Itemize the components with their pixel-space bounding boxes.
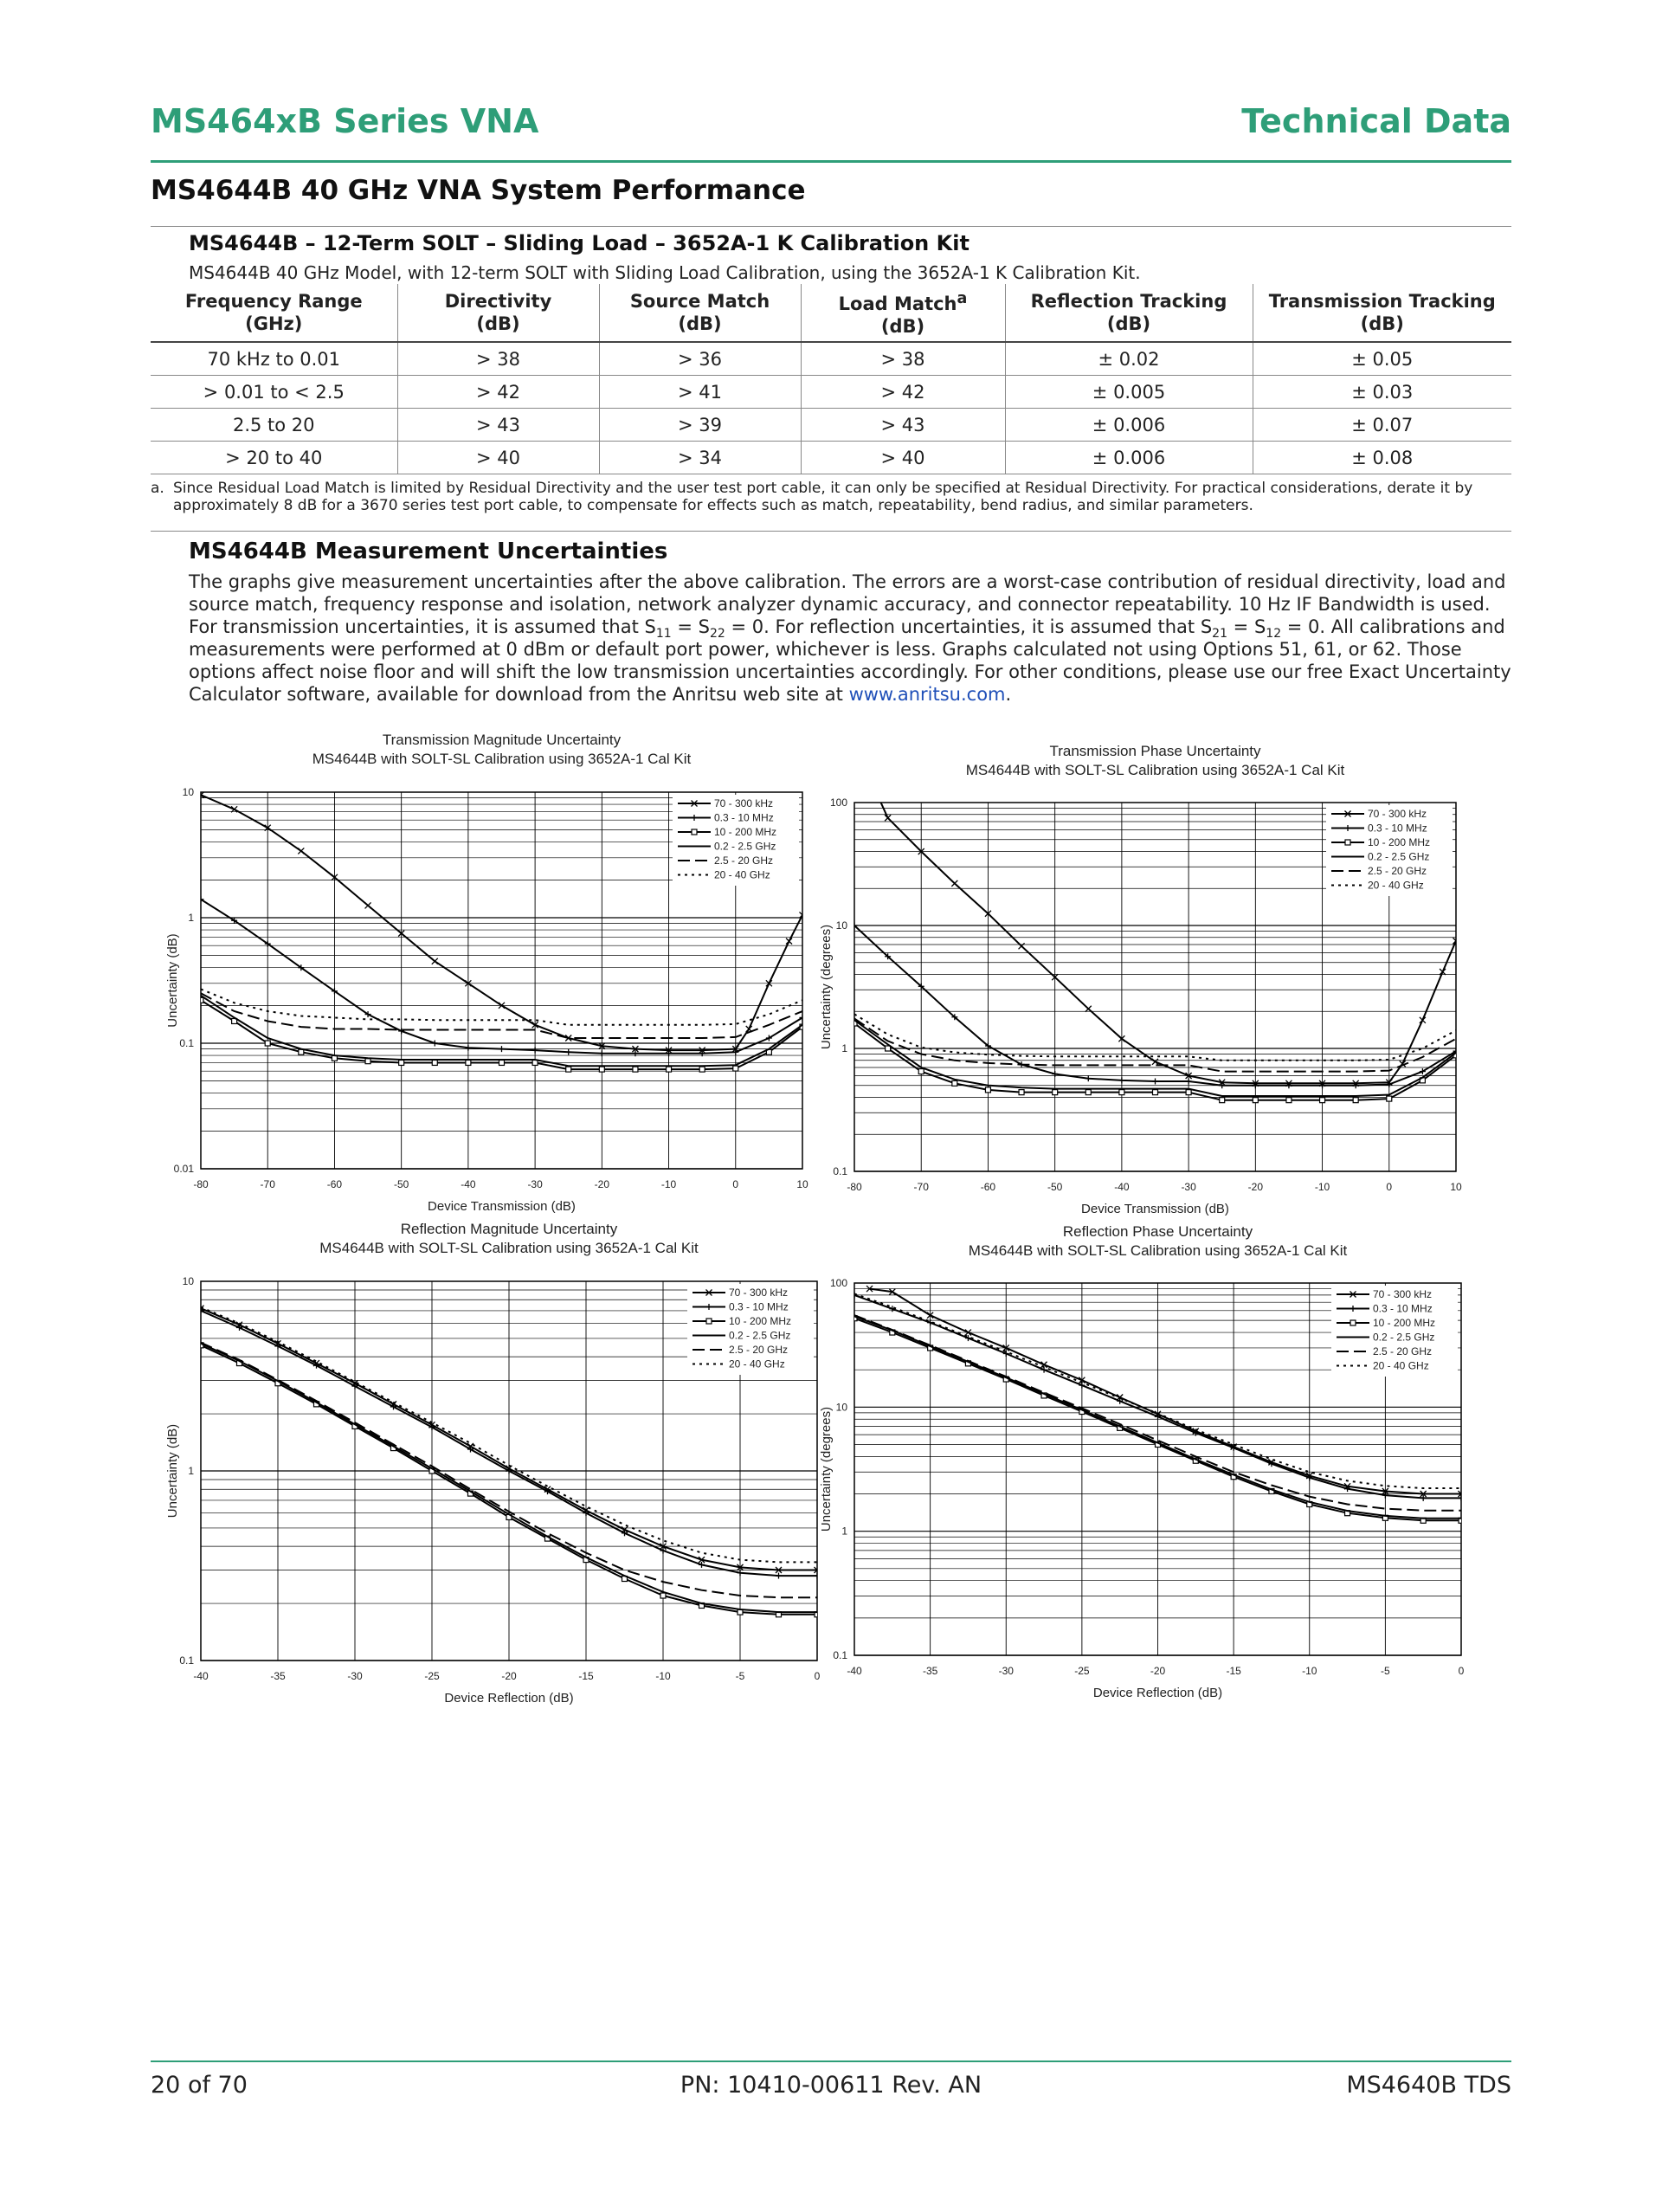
legend-label: 0.3 - 10 MHz: [1373, 1302, 1433, 1315]
table-cell: > 43: [397, 409, 599, 442]
x-tick-label: -60: [980, 1181, 996, 1193]
y-axis-label: Uncertainty (degrees): [819, 924, 834, 1050]
data-marker: [1350, 1320, 1356, 1325]
calibration-description: MS4644B 40 GHz Model, with 12-term SOLT with Sliding Load Calibration, using the 3652A-1 K Calibration Kit.: [189, 262, 1141, 283]
legend-label: 0.2 - 2.5 GHz: [1373, 1331, 1435, 1344]
legend-label: 2.5 - 20 GHz: [1368, 865, 1427, 877]
y-tick-label: 0.01: [173, 1163, 194, 1175]
legend-label: 2.5 - 20 GHz: [714, 854, 774, 867]
y-tick-label: 0.1: [833, 1165, 847, 1177]
chart-subtitle: MS4644B with SOLT-SL Calibration using 3652A-1 Cal Kit: [319, 1240, 699, 1256]
table-cell: > 0.01 to < 2.5: [151, 376, 397, 409]
legend-label: 2.5 - 20 GHz: [1373, 1345, 1433, 1358]
x-tick-label: -10: [660, 1178, 677, 1190]
table-cell: 2.5 to 20: [151, 409, 397, 442]
x-tick-label: -80: [847, 1181, 862, 1193]
legend-label: 2.5 - 20 GHz: [729, 1344, 789, 1356]
y-tick-label: 10: [835, 1401, 847, 1414]
legend-label: 10 - 200 MHz: [1373, 1317, 1436, 1329]
x-tick-label: 0: [1458, 1665, 1465, 1677]
table-cell: 70 kHz to 0.01: [151, 342, 397, 376]
chart-title: Transmission Phase Uncertainty: [1049, 743, 1261, 759]
x-axis-label: Device Reflection (dB): [444, 1691, 574, 1706]
y-tick-label: 100: [829, 1277, 847, 1289]
legend-label: 70 - 300 kHz: [714, 797, 774, 809]
table-cell: ± 0.07: [1253, 409, 1511, 442]
y-tick-label: 1: [188, 1465, 194, 1477]
x-tick-label: -30: [1181, 1181, 1196, 1193]
chart-title: Transmission Magnitude Uncertainty: [382, 732, 622, 748]
table-cell: > 20 to 40: [151, 442, 397, 474]
x-tick-label: -40: [461, 1178, 476, 1190]
table-cell: > 38: [397, 342, 599, 376]
x-tick-label: -5: [1381, 1665, 1390, 1677]
table-cell: > 36: [599, 342, 801, 376]
table-cell: ± 0.006: [1005, 442, 1253, 474]
uncertainties-paragraph: The graphs give measurement uncertainties after the above calibration. The errors are a worst-case contribution of residual directivity, load and source match, frequency response and isolation, network analyzer dynamic accuracy, and connector repeatability. 10 Hz IF Bandwidth is used. For transmission uncertainties, it is assumed that $S_{11} = S_{22} = 0$. For reflection uncertainties, it is assumed that $S_{21} = S_{12} = 0$. All calibrations and measurements were performed at 0 dBm or default port power, whichever is less. Graphs calculated not using Options 51, 61, or 62. Those options affect noise floor and will shift the low transmission uncertainties accordingly. For other conditions, please use our free Exact Uncertainty Calculator software, available for download from the Anritsu web site at www.anritsu.com.: [189, 571, 1511, 705]
table-cell: > 39: [599, 409, 801, 442]
y-tick-label: 10: [835, 919, 847, 932]
x-tick-label: -10: [655, 1670, 671, 1682]
x-tick-label: -10: [1302, 1665, 1317, 1677]
legend-label: 10 - 200 MHz: [729, 1315, 792, 1327]
x-tick-label: -35: [922, 1665, 938, 1677]
x-tick-label: -15: [1226, 1665, 1241, 1677]
legend-label: 0.2 - 2.5 GHz: [1368, 850, 1430, 863]
table-cell: > 38: [801, 342, 1005, 376]
uncertainties-title: MS4644B Measurement Uncertainties: [189, 538, 668, 564]
column-header: Reflection Tracking (dB): [1005, 284, 1253, 342]
legend-label: 70 - 300 kHz: [1368, 808, 1427, 820]
table-cell: > 42: [397, 376, 599, 409]
y-tick-label: 10: [182, 786, 194, 798]
chart-title: Reflection Magnitude Uncertainty: [400, 1221, 618, 1237]
x-tick-label: -40: [193, 1670, 209, 1682]
x-tick-label: 0: [732, 1178, 739, 1190]
legend-label: 20 - 40 GHz: [729, 1358, 785, 1370]
x-tick-label: -20: [1150, 1665, 1166, 1677]
x-tick-label: -25: [424, 1670, 440, 1682]
x-tick-label: -20: [501, 1670, 517, 1682]
x-tick-label: 0: [1386, 1181, 1393, 1193]
y-tick-label: 1: [841, 1042, 847, 1054]
y-tick-label: 10: [182, 1275, 194, 1287]
section-title: MS4644B 40 GHz VNA System Performance: [151, 175, 806, 206]
x-tick-label: -70: [913, 1181, 929, 1193]
x-tick-label: -70: [260, 1178, 275, 1190]
legend-label: 20 - 40 GHz: [1373, 1359, 1429, 1372]
x-tick-label: -60: [326, 1178, 343, 1190]
legend-label: 20 - 40 GHz: [1368, 879, 1424, 892]
x-tick-label: 10: [796, 1178, 808, 1190]
legend-label: 20 - 40 GHz: [714, 868, 770, 881]
x-axis-label: Device Transmission (dB): [1081, 1202, 1229, 1216]
y-tick-label: 1: [188, 912, 194, 924]
x-tick-label: -25: [1074, 1665, 1090, 1677]
part-number: PN: 10410-00611 Rev. AN: [680, 2072, 982, 2099]
table-cell: ± 0.02: [1005, 342, 1253, 376]
x-axis-label: Device Transmission (dB): [428, 1199, 576, 1214]
x-tick-label: -5: [735, 1670, 745, 1682]
anritsu-link[interactable]: www.anritsu.com: [848, 684, 1006, 705]
legend-label: 70 - 300 kHz: [729, 1287, 789, 1299]
legend-label: 0.3 - 10 MHz: [1368, 822, 1427, 835]
table-cell: ± 0.03: [1253, 376, 1511, 409]
legend-label: 0.3 - 10 MHz: [729, 1300, 789, 1313]
table-cell: ± 0.006: [1005, 409, 1253, 442]
x-tick-label: 10: [1450, 1181, 1462, 1193]
legend-label: 10 - 200 MHz: [1368, 836, 1431, 848]
x-tick-label: -40: [1114, 1181, 1130, 1193]
y-tick-label: 0.1: [179, 1037, 194, 1049]
footnote-text: Since Residual Load Match is limited by Residual Directivity and the user test port cable, it can only be specified at Residual Directivity. For practical considerations, derate it by: [173, 480, 1473, 497]
x-tick-label: -30: [998, 1665, 1014, 1677]
series-title: MS464xB Series VNA: [151, 102, 539, 140]
legend-label: 0.2 - 2.5 GHz: [714, 840, 776, 853]
legend-label: 70 - 300 kHz: [1373, 1288, 1433, 1300]
footnote-text-cont: approximately 8 dB for a 3670 series test port cable, to compensate for effects such as match, repeatability, bend radius, and similar parameters.: [173, 497, 1253, 514]
x-tick-label: -30: [347, 1670, 363, 1682]
x-tick-label: -40: [847, 1665, 862, 1677]
legend-label: 0.2 - 2.5 GHz: [729, 1329, 791, 1342]
y-tick-label: 0.1: [179, 1654, 194, 1667]
x-tick-label: -50: [1047, 1181, 1063, 1193]
x-tick-label: 0: [814, 1670, 821, 1682]
table-cell: > 40: [397, 442, 599, 474]
chart-title: Reflection Phase Uncertainty: [1062, 1223, 1253, 1240]
y-axis-label: Uncertainty (dB): [165, 933, 180, 1028]
x-tick-label: -50: [393, 1178, 409, 1190]
y-axis-label: Uncertainty (dB): [165, 1423, 180, 1519]
document-name: MS4640B TDS: [1346, 2072, 1511, 2099]
x-tick-label: -30: [527, 1178, 543, 1190]
column-header: Source Match (dB): [599, 284, 801, 342]
footnote-label: a.: [151, 480, 164, 497]
legend-label: 0.3 - 10 MHz: [714, 811, 774, 824]
x-tick-label: -15: [578, 1670, 594, 1682]
column-header: Directivity (dB): [397, 284, 599, 342]
table-cell: > 41: [599, 376, 801, 409]
x-axis-label: Device Reflection (dB): [1092, 1686, 1223, 1700]
calibration-title: MS4644B – 12-Term SOLT – Sliding Load – 3652A-1 K Calibration Kit: [189, 231, 970, 255]
table-cell: ± 0.05: [1253, 342, 1511, 376]
x-tick-label: -10: [1314, 1181, 1330, 1193]
y-tick-label: 100: [829, 796, 847, 809]
column-header: Transmission Tracking (dB): [1253, 284, 1511, 342]
page-number: 20 of 70: [151, 2072, 248, 2099]
table-cell: ± 0.08: [1253, 442, 1511, 474]
x-tick-label: -20: [594, 1178, 610, 1190]
y-tick-label: 1: [841, 1525, 847, 1538]
table-cell: > 34: [599, 442, 801, 474]
table-cell: > 43: [801, 409, 1005, 442]
section-label: Technical Data: [1241, 102, 1511, 140]
table-cell: ± 0.005: [1005, 376, 1253, 409]
y-axis-label: Uncertainty (degrees): [819, 1406, 834, 1532]
x-tick-label: -80: [193, 1178, 209, 1190]
table-cell: > 40: [801, 442, 1005, 474]
legend-label: 10 - 200 MHz: [714, 826, 777, 838]
footer-rule: [151, 2060, 1511, 2062]
chart-subtitle: MS4644B with SOLT-SL Calibration using 3652A-1 Cal Kit: [312, 751, 692, 767]
chart-subtitle: MS4644B with SOLT-SL Calibration using 3652A-1 Cal Kit: [965, 762, 1345, 778]
x-tick-label: -20: [1247, 1181, 1264, 1193]
column-header: Frequency Range (GHz): [151, 284, 397, 342]
x-tick-label: -35: [270, 1670, 286, 1682]
chart-subtitle: MS4644B with SOLT-SL Calibration using 3652A-1 Cal Kit: [968, 1242, 1348, 1259]
column-header: Load Match$^a$ (dB): [801, 284, 1005, 342]
y-tick-label: 0.1: [833, 1649, 847, 1661]
table-cell: > 42: [801, 376, 1005, 409]
